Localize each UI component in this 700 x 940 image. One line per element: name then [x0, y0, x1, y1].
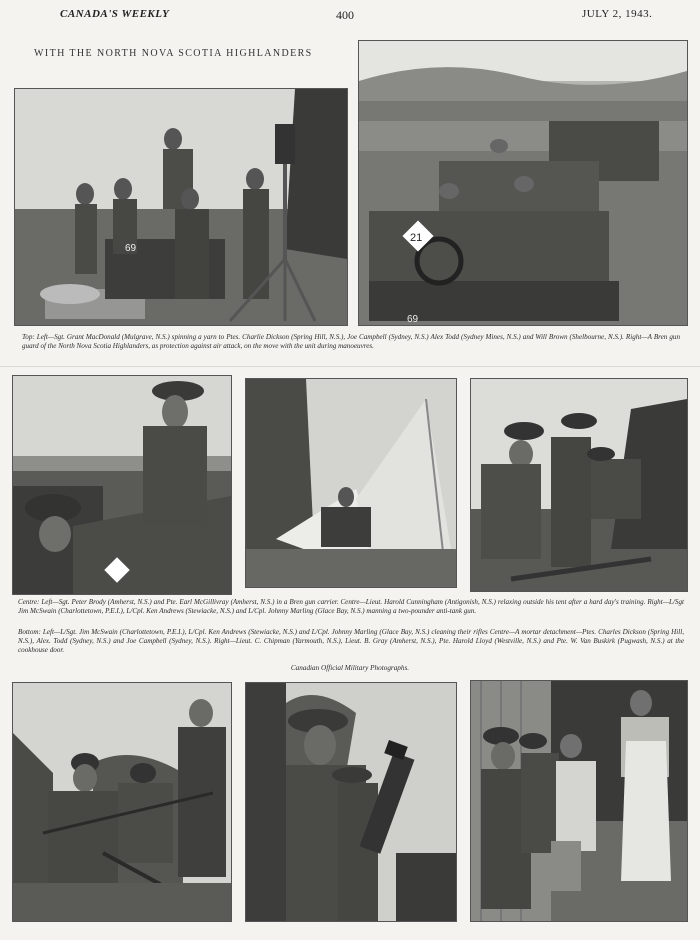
vehicle-number-top-left: 69 — [125, 243, 137, 254]
photo-centre-right-image — [471, 379, 687, 591]
photo-top-right-bren-carriers — [358, 40, 688, 326]
photo-bottom-right-image — [471, 681, 687, 921]
photo-bottom-left-image — [13, 683, 231, 921]
page-header — [0, 8, 700, 26]
carrier-front-number: 69 — [407, 314, 419, 325]
caption-centre: Centre: Left—Sgt. Peter Brody (Amherst, N.S.) and Pte. Earl McGillivray (Amherst, N.S.) in a Bren gun carrier. Centre—Lieut. Harold Cunningham (Antigonish, N.S.) relaxing outside his tent after a hard day's training. Right—L/Sgt Jim McSwain (Charlottetown, P.E.I.), L/Cpl. Ken Andrews (Stewiacke, N.S.) and L/Cpl. Johnny Marling (Glace Bay, N.S.) manning a two-pounder anti-tank gun. — [18, 598, 684, 615]
photo-bottom-middle-mortar — [245, 682, 457, 922]
page-fold-line — [0, 366, 700, 367]
photo-bottom-middle-image — [246, 683, 456, 921]
photo-centre-middle-image — [246, 379, 456, 587]
photo-centre-middle-tent — [245, 378, 457, 588]
carrier-sign-number: 21 — [410, 232, 423, 244]
photo-centre-left-carrier — [12, 375, 232, 595]
photo-bottom-left-cleaning-rifles — [12, 682, 232, 922]
photo-centre-right-anti-tank-gun — [470, 378, 688, 592]
publication-name: CANADA'S WEEKLY — [60, 8, 170, 20]
photo-bottom-right-cookhouse — [470, 680, 688, 922]
issue-date: JULY 2, 1943. — [582, 8, 653, 20]
section-title: WITH THE NORTH NOVA SCOTIA HIGHLANDERS — [34, 48, 313, 59]
photo-credit: Canadian Official Military Photographs. — [290, 664, 410, 672]
photo-top-left-soldiers-bren-gun — [14, 88, 348, 326]
page-number: 400 — [336, 8, 354, 22]
photo-top-right-image — [359, 41, 687, 325]
photo-centre-left-image — [13, 376, 231, 594]
caption-bottom: Bottom: Left—L/Sgt. Jim McSwain (Charlottetown, P.E.I.), L/Cpl. Ken Andrews (Stewiacke, N.S.) and L/Cpl. Johnny Marling (Glace Bay, N.S.) cleaning their rifles Centre—A mortar detachment—Ptes. Charles Dickson (Spring Hill, N.S.), Alex. Todd (Sydney, N.S.) and Joe Campbell (Sydney, N.S.). Right—Lieut. C. Chipman (Yarmouth, N.S.), Lieut. B. Gray (Amherst, N.S.), Pte. Harold Lloyd (Westville, N.S.) and Pte. W. Van Buskirk (Pugwash, N.S.) at the cookhouse door. — [18, 628, 684, 654]
photo-top-left-image — [15, 89, 347, 325]
caption-top: Top: Left—Sgt. Grant MacDonald (Mulgrave, N.S.) spinning a yarn to Ptes. Charlie Dickson (Spring Hill, N.S.), Joe Campbell (Sydney, N.S.) Alex Todd (Sydney Mines, N.S.) and Will Brown (Shelbourne, N.S.). Right—A Bren gun guard of the North Nova Scotia Highlanders, as protection against air attack, on the move with the unit during manoeuvres. — [22, 333, 680, 350]
